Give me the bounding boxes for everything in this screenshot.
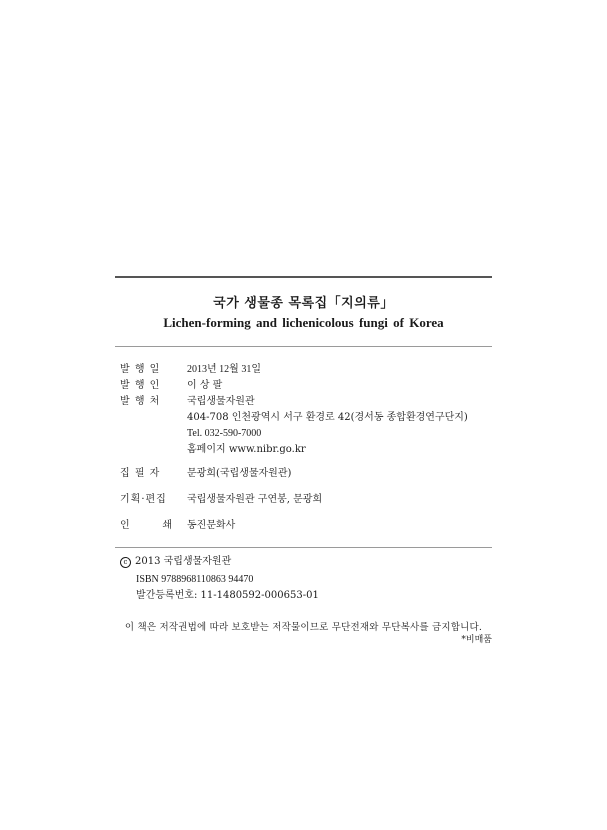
registration-number: 발간등록번호: 11-1480592-000653-01 [136,590,319,601]
top-divider [115,276,492,278]
publisher-label: 발 행 인 [120,380,161,391]
copyright-divider [115,547,492,548]
title-divider [115,346,492,347]
issuer-label: 발 행 처 [120,396,161,407]
copyright-symbol-icon: c [120,557,131,568]
copyright-text: 2013 국립생물자원관 [135,556,232,567]
not-for-sale-mark: *비매품 [461,635,492,645]
publisher-value: 이 상 팔 [187,380,223,391]
printing-label-text: 인 쇄 [120,520,177,531]
book-title-korean: 국가 생물종 목록집「지의류」 [213,296,394,311]
editing-value: 국립생물자원관 구연봉, 문광희 [187,494,323,505]
issuer-name: 국립생물자원관 [187,396,255,407]
issuer-homepage: 홈페이지 www.nibr.go.kr [187,444,306,455]
printing-value: 동진문화사 [187,520,236,531]
book-title-english: Lichen-forming and lichenicolous fungi of Korea [163,315,444,330]
copyright-line [120,556,231,568]
editing-label: 기획·편집 [120,494,167,505]
publish-date-label: 발 행 일 [120,364,161,375]
printing-label [120,520,180,532]
copyright-notice: 이 책은 저작권법에 따라 보호받는 저작물이므로 무단전재와 무단복사를 금지합니다. [124,622,483,633]
author-value: 문광희(국립생물자원관) [187,468,292,479]
issuer-address: 404-708 인천광역시 서구 환경로 42(경서동 종합환경연구단지) [187,412,468,423]
author-label: 집 필 자 [120,468,161,479]
issuer-tel: Tel. 032-590-7000 [187,428,262,439]
isbn: ISBN 9788968110863 94470 [136,574,254,585]
publish-date-value: 2013년 12월 31일 [187,364,261,375]
